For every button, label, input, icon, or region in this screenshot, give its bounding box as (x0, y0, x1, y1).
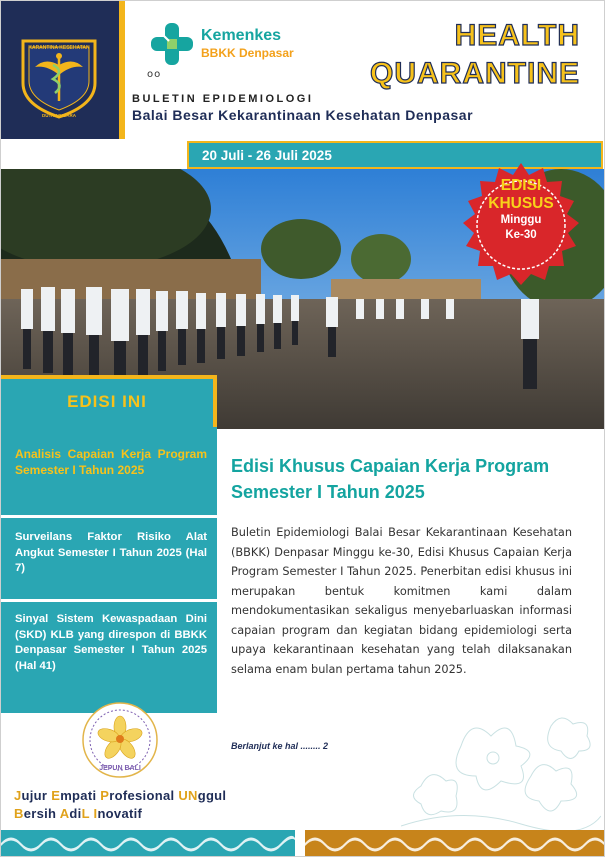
toc-item-1[interactable]: Analisis Capaian Kerja Program Semester I Tahun 2025 (15, 447, 207, 477)
toc-item-2[interactable]: Surveilans Faktor Risiko Alat Angkut Semester I Tahun 2025 (Hal 7) (15, 531, 207, 574)
dots-decoration: oo (147, 69, 162, 80)
motto-letter: E (51, 788, 61, 803)
batik-border-left (1, 830, 295, 856)
title-health: HEALTH (454, 19, 580, 52)
seal-line-3: Minggu (500, 214, 542, 226)
header-gold-band (119, 1, 125, 139)
motto-letter: P (100, 788, 110, 803)
kemenkes-logo (149, 21, 319, 71)
motto-word: rofesional (109, 788, 179, 803)
motto-line-2 (14, 806, 142, 821)
jepun-label: JEPUN BALI (99, 765, 141, 772)
brand-sub: BBKK Denpasar (201, 46, 294, 60)
toc-heading-box (1, 375, 217, 427)
toc-panel (1, 427, 217, 713)
motto-letter: B (14, 806, 24, 821)
emblem-text-bottom: DUTA ADIGARA (41, 113, 77, 118)
toc-heading: EDISI INI (67, 392, 147, 411)
motto-word: novatif (97, 806, 143, 821)
date-range: 20 Juli - 26 Juli 2025 (202, 148, 332, 163)
bulletin-title: BULETIN EPIDEMIOLOGI (132, 93, 314, 105)
motto-word: mpati (60, 788, 101, 803)
institution-name: Balai Besar Kekarantinaan Kesehatan Denpasar (132, 107, 474, 123)
motto-word: di (69, 806, 82, 821)
motto-letter: A (59, 806, 70, 821)
toc-divider (1, 515, 217, 518)
motto-word: ersih (23, 806, 60, 821)
article-body: Buletin Epidemiologi Balai Besar Kekarantinaan Kesehatan (BBKK) Denpasar Minggu ke-30, Edisi Khusus Capaian Kerja Program Semester I Tahun 2025. Penerbitan edisi khusus ini merupakan bentuk komitmen kami dalam mendokumentasikan sekaligus menyebarluaskan informasi capaian program dan kegiatan bidang epidemiologi serta upaya kekarantinaan kesehatan yang telah dilaksanakan selama enam bulan pertama tahun 2025. (231, 526, 572, 676)
motto-word: ggul (197, 788, 227, 803)
title-quarantine: QUARANTINE (370, 57, 580, 90)
motto-line-1 (14, 788, 226, 803)
seal-line-1: EDISI (500, 177, 542, 194)
toc-item-3[interactable]: Sinyal Sistem Kewaspadaan Dini (SKD) KLB yang direspon di BBKK Denpasar Semester I Tahun 2025 (Hal 41) (15, 613, 207, 672)
motto-letter: UN (178, 788, 198, 803)
seal-line-2: KHUSUS (488, 195, 554, 212)
motto-letter: J (14, 788, 22, 803)
seal-text (455, 177, 587, 243)
batik-border-right (305, 830, 605, 856)
toc-divider (1, 599, 217, 602)
motto-letter: L (81, 806, 90, 821)
motto-letter: I (93, 806, 98, 821)
emblem-text-top: KARANTINA KESEHATAN (28, 45, 90, 51)
continue-link[interactable]: Berlanjut ke hal ........ 2 (231, 741, 329, 751)
article-title: Edisi Khusus Capaian Kerja Program Semester I Tahun 2025 (231, 456, 550, 502)
motto-word: ujur (21, 788, 52, 803)
seal-line-4: Ke-30 (505, 229, 537, 241)
brand-name: Kemenkes (201, 27, 282, 44)
frangipani-decoration-icon (401, 706, 601, 831)
kemenkes-cross-icon (149, 21, 195, 67)
